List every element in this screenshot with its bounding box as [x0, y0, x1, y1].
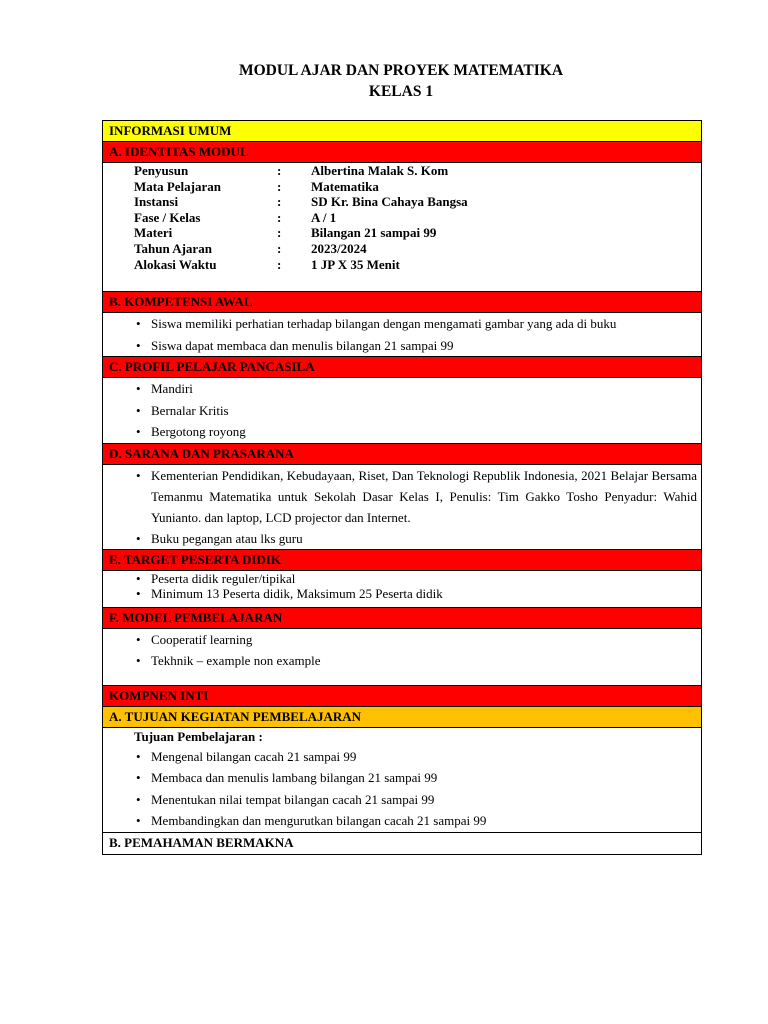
- target-peserta-content: [103, 571, 701, 608]
- document-title: MODUL AJAR DAN PROYEK MATEMATIKA: [238, 62, 564, 79]
- list-item: • Bernalar Kritis: [151, 400, 701, 422]
- identity-label: Penyusun: [134, 163, 189, 178]
- identity-value: Matematika: [311, 178, 379, 194]
- identity-label: Fase / Kelas: [134, 209, 201, 225]
- document-subtitle: KELAS 1: [368, 83, 434, 100]
- model-pembelajaran-header: F. MODEL PEMBELAJARAN: [103, 608, 701, 629]
- identity-row: Materi : Bilangan 21 sampai 99: [134, 225, 701, 241]
- komponen-inti-header: KOMPNEN INTI: [103, 686, 701, 707]
- list-item: • Minimum 13 Peserta didik, Maksimum 25 Peserta didik: [151, 586, 701, 601]
- identity-value: Bilangan 21 sampai 99: [311, 225, 437, 241]
- identity-label: Materi: [134, 225, 173, 241]
- identity-row: Tahun Ajaran : 2023/2024: [134, 241, 701, 257]
- identity-value: 2023/2024: [311, 240, 367, 256]
- kompetensi-awal-header: B. KOMPETENSI AWAL: [103, 292, 701, 313]
- model-pembelajaran-content: [103, 629, 701, 686]
- list-item: • Buku pegangan atau lks guru: [151, 528, 701, 549]
- sarana-prasarana-header: D. SARANA DAN PRASARANA: [103, 444, 701, 465]
- tujuan-kegiatan-header: A. TUJUAN KEGIATAN PEMBELAJARAN: [103, 707, 701, 728]
- list-item: • Kementerian Pendidikan, Kebudayaan, Riset, Dan Teknologi Republik Indonesia, 2021 Belajar Bersama Temanmu Matematika untuk Sekolah Dasar Kelas I, Penulis: Tim Gakko Tosho Penyadur: Wahid Yunianto. dan laptop, LCD projector dan Internet.: [151, 465, 701, 528]
- identity-row: Alokasi Waktu : 1 JP X 35 Menit: [134, 257, 701, 273]
- identity-label: Instansi: [134, 194, 179, 210]
- list-item: • Peserta didik reguler/tipikal: [151, 571, 701, 586]
- profil-pelajar-header: C. PROFIL PELAJAR PANCASILA: [103, 357, 701, 378]
- list-item: • Membandingkan dan mengurutkan bilangan cacah 21 sampai 99: [151, 810, 701, 832]
- list-item: • Siswa dapat membaca dan menulis bilangan 21 sampai 99: [151, 335, 701, 357]
- list-item: • Tekhnik – example non example: [151, 650, 701, 672]
- spacer: [103, 272, 701, 292]
- list-item: • Menentukan nilai tempat bilangan cacah 21 sampai 99: [151, 789, 701, 811]
- list-item: • Mengenal bilangan cacah 21 sampai 99: [151, 746, 701, 768]
- list-item: • Cooperatif learning: [151, 629, 701, 651]
- identity-row: Fase / Kelas : A / 1: [134, 210, 701, 226]
- tujuan-kegiatan-content: [103, 728, 701, 833]
- identity-value: Albertina Malak S. Kom: [311, 163, 449, 178]
- identitas-modul-header: A. IDENTITAS MODUL: [103, 142, 701, 163]
- identity-row: Mata Pelajaran : Matematika: [134, 179, 701, 195]
- identity-table: [103, 163, 701, 272]
- identity-label: Tahun Ajaran: [134, 240, 212, 256]
- sarana-prasarana-content: [103, 465, 701, 550]
- info-umum-header: INFORMASI UMUM: [103, 121, 701, 142]
- identity-value: SD Kr. Bina Cahaya Bangsa: [311, 194, 468, 210]
- identity-label: Mata Pelajaran: [134, 178, 222, 194]
- list-item: • Mandiri: [151, 378, 701, 400]
- module-document: [102, 120, 702, 855]
- identity-value: A / 1: [311, 209, 337, 225]
- identity-value: 1 JP X 35 Menit: [311, 256, 400, 272]
- list-item: • Siswa memiliki perhatian terhadap bilangan dengan mengamati gambar yang ada di buku: [151, 313, 701, 335]
- target-peserta-header: E. TARGET PESERTA DIDIK: [103, 550, 701, 571]
- list-item: • Membaca dan menulis lambang bilangan 21 sampai 99: [151, 767, 701, 789]
- identity-label: Alokasi Waktu: [134, 256, 217, 272]
- pemahaman-bermakna-header: B. PEMAHAMAN BERMAKNA: [103, 833, 701, 854]
- identity-row: Instansi : SD Kr. Bina Cahaya Bangsa: [134, 194, 701, 210]
- list-item: • Bergotong royong: [151, 421, 701, 443]
- kompetensi-awal-content: [103, 313, 701, 357]
- identity-row: Penyusun : Albertina Malak S. Kom: [134, 163, 701, 179]
- tujuan-label: Tujuan Pembelajaran :: [134, 728, 263, 744]
- profil-pelajar-content: [103, 378, 701, 444]
